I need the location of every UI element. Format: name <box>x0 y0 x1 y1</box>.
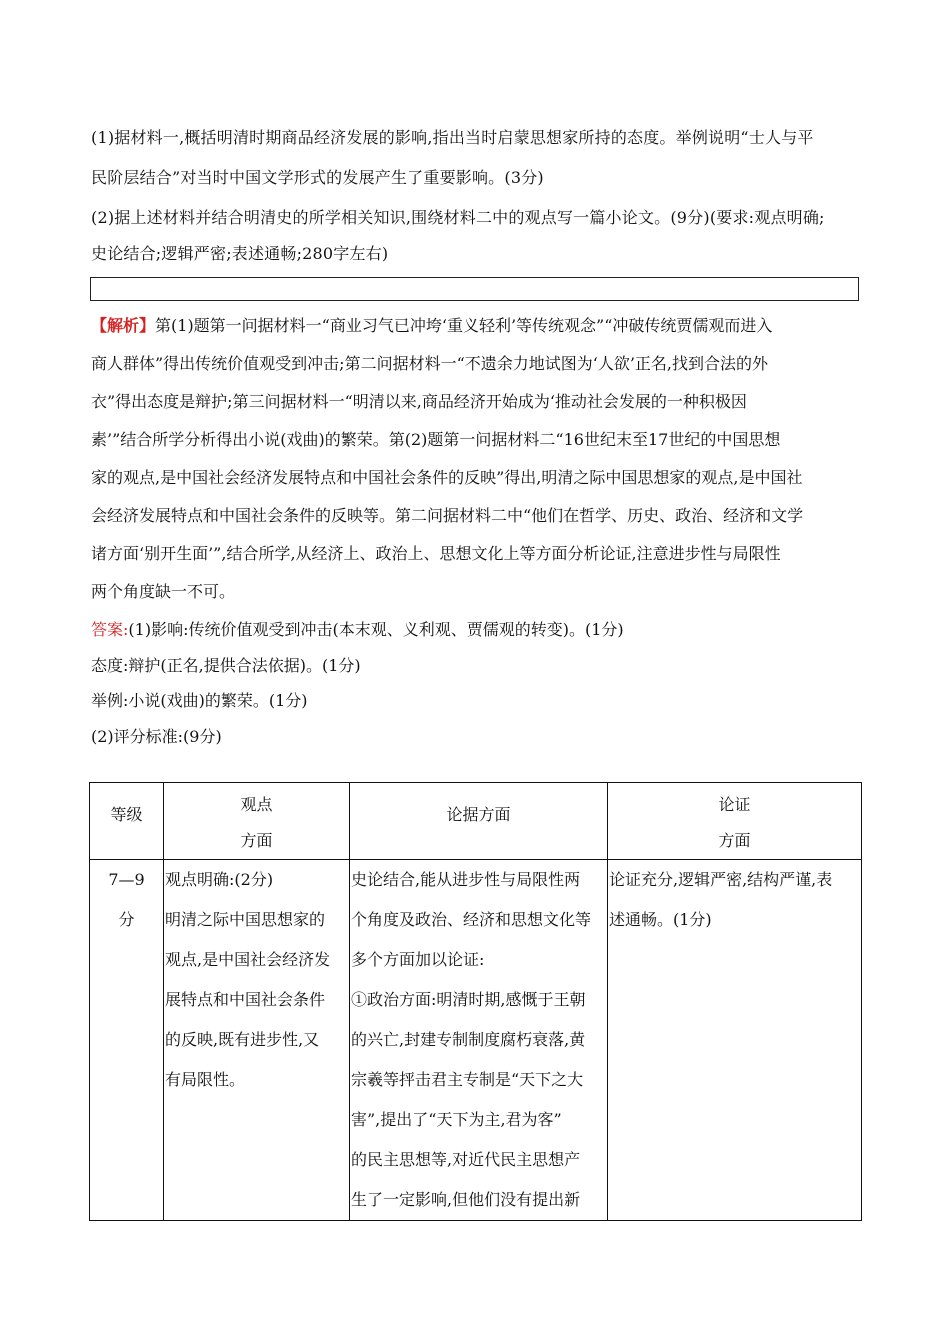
answer-line-3: 举例:小说(戏曲)的繁荣。(1分) <box>91 691 308 710</box>
answer-line-1: 答案:(1)影响:传统价值观受到冲击(本末观、义利观、贾儒观的转变)。(1分) <box>91 620 624 639</box>
argument-cell: 论证充分,逻辑严密,结构严谨,表 述通畅。(1分) <box>608 860 862 1221</box>
question-1-line-2: 民阶层结合”对当时中国文学形式的发展产生了重要影响。(3分) <box>91 168 544 187</box>
question-2-line-1: (2)据上述材料并结合明清史的所学相关知识,围绕材料二中的观点写一篇小论文。(9分)(要求:观点明确; <box>91 208 825 227</box>
grading-table <box>89 782 862 1221</box>
analysis-line-5: 家的观点,是中国社会经济发展特点和中国社会条件的反映”得出,明清之际中国思想家的观点,是中国社 <box>91 468 803 487</box>
grade-cell: 7—9 分 <box>90 860 164 1221</box>
answer-label: 答案: <box>91 620 129 639</box>
answer-line-2: 态度:辩护(正名,提供合法依据)。(1分) <box>91 656 361 675</box>
header-evidence: 论据方面 <box>350 783 608 860</box>
header-argument: 论证 方面 <box>608 783 862 860</box>
header-view: 观点 方面 <box>164 783 350 860</box>
answer-box[interactable] <box>90 277 859 301</box>
question-2-line-2: 史论结合;逻辑严密;表述通畅;280字左右) <box>91 244 389 263</box>
analysis-line-1: 【解析】第(1)题第一问据材料一“商业习气已冲垮‘重义轻利’等传统观念”“冲破传统贾儒观而进入 <box>91 316 773 335</box>
analysis-line-6: 会经济发展特点和中国社会条件的反映等。第二问据材料二中“他们在哲学、历史、政治、经济和文学 <box>91 506 804 525</box>
table-header-row <box>90 783 862 860</box>
analysis-label: 【解析】 <box>91 316 156 335</box>
analysis-line-3: 衣”得出态度是辩护;第三问据材料一“明清以来,商品经济开始成为‘推动社会发展的一种积极因 <box>91 392 747 411</box>
analysis-line-8: 两个角度缺一不可。 <box>91 582 236 601</box>
table-row <box>90 860 862 1221</box>
analysis-line-4: 素’”结合所学分析得出小说(戏曲)的繁荣。第(2)题第一问据材料二“16世纪末至17世纪的中国思想 <box>91 430 781 449</box>
answer-line-4: (2)评分标准:(9分) <box>91 727 222 746</box>
analysis-line-7: 诸方面‘别开生面’”,结合所学,从经济上、政治上、思想文化上等方面分析论证,注意进步性与局限性 <box>91 544 781 563</box>
header-grade: 等级 <box>90 783 164 860</box>
view-cell: 观点明确:(2分) 明清之际中国思想家的 观点,是中国社会经济发 展特点和中国社会条件 的反映,既有进步性,又 有局限性。 <box>164 860 350 1221</box>
question-1-line-1: (1)据材料一,概括明清时期商品经济发展的影响,指出当时启蒙思想家所持的态度。举例说明“士人与平 <box>91 128 814 147</box>
evidence-cell: 史论结合,能从进步性与局限性两 个角度及政治、经济和思想文化等 多个方面加以论证: ①政治方面:明清时期,感慨于王朝 的兴亡,封建专制制度腐朽衰落,黄 宗羲等抨击君主专制是“天下之大 害”,提出了“天下为主,君为客” 的民主思想等,对近代民主思想产 生了一定影响,但他们没有提出新 <box>350 860 608 1221</box>
analysis-line-2: 商人群体”得出传统价值观受到冲击;第二问据材料一“不遗余力地试图为‘人欲’正名,找到合法的外 <box>91 354 769 373</box>
